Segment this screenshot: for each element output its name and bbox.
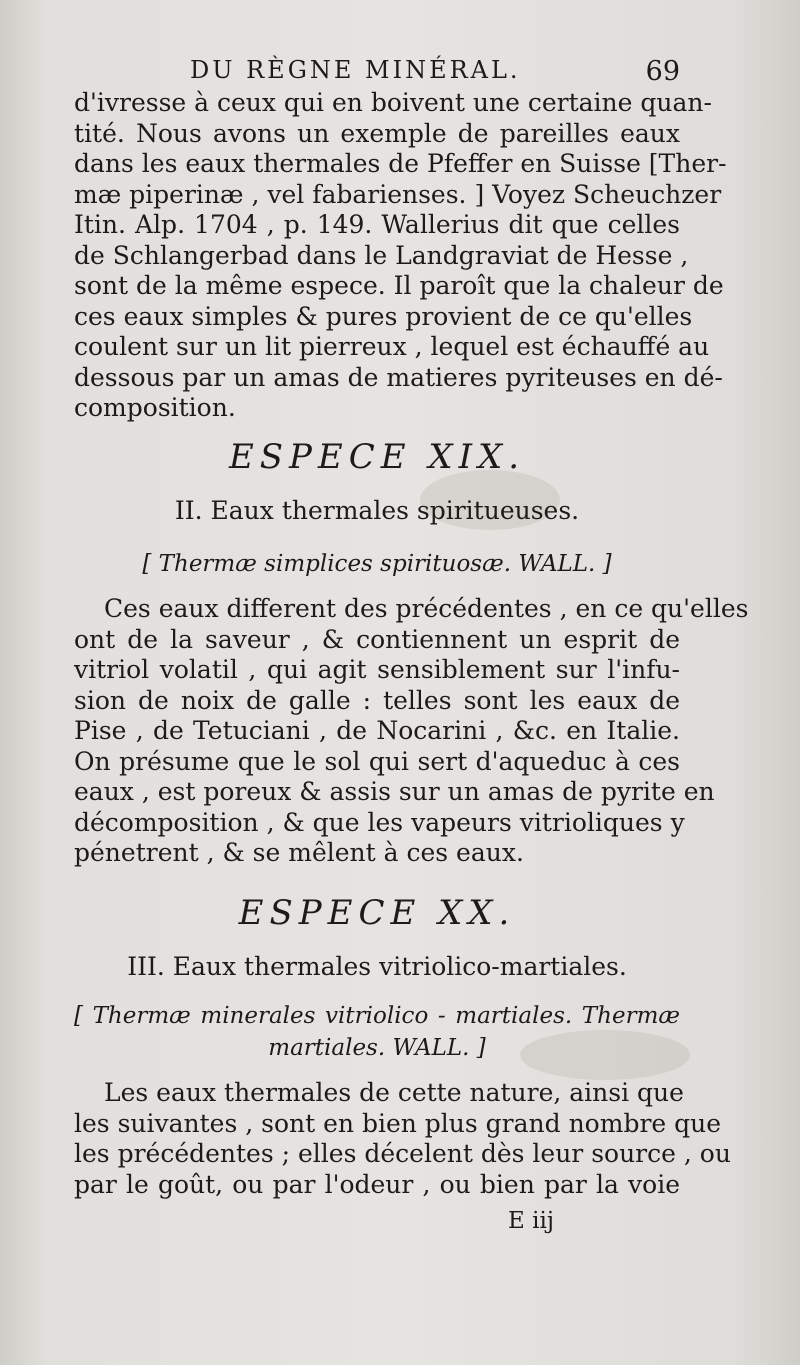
- text-line: mæ piperinæ , vel fabarienses. ] Voyez Scheuchzer: [74, 179, 722, 209]
- signature-mark: E iij: [508, 1208, 554, 1234]
- text-line: ont de la saveur , & contiennent un esprit de: [74, 624, 680, 654]
- text-line: Itin. Alp. 1704 , p. 149. Wallerius dit que celles: [74, 210, 680, 239]
- species-20-latin: [74, 1000, 680, 1064]
- text-line: composition.: [74, 393, 236, 422]
- text-line: Les eaux thermales de cette nature, ainsi que: [104, 1078, 684, 1107]
- text-line: de Schlangerbad dans le Landgraviat de Hesse ,: [74, 240, 689, 270]
- latin-name: [ Thermæ simplices spirituosæ. WALL. ]: [142, 551, 612, 577]
- page-number: 69: [645, 56, 680, 87]
- text-line: On présume que le sol qui sert d'aqueduc à ces: [74, 746, 680, 776]
- text-line: dessous par un amas de matieres pyriteuses en dé-: [74, 362, 723, 392]
- text-line: tité. Nous avons un exemple de pareilles eaux: [74, 118, 680, 148]
- latin-name-line-2: martiales. WALL. ]: [268, 1035, 486, 1061]
- text-line: coulent sur un lit pierreux , lequel est échauffé au: [74, 332, 710, 361]
- text-line: Pise , de Tetuciani , de Nocarini , &c. en Italie.: [74, 716, 680, 745]
- species-20-subtitle: III. Eaux thermales vitriolico-martiales.: [127, 952, 627, 981]
- text-line: décomposition , & que les vapeurs vitrioliques y: [74, 807, 685, 837]
- text-line: sont de la même espece. Il paroît que la chaleur de: [74, 271, 724, 300]
- species-19-subtitle: II. Eaux thermales spiritueuses.: [174, 496, 580, 525]
- text-line: les précédentes ; elles décelent dès leur source , ou: [74, 1139, 731, 1168]
- text-line: dans les eaux thermales de Pfeffer en Suisse [Ther-: [74, 149, 727, 178]
- text-line: Ces eaux different des précédentes , en ce qu'elles: [104, 594, 749, 623]
- text-line: vitriol volatil , qui agit sensiblement sur l'infu-: [74, 655, 680, 684]
- text-line: sion de noix de galle : telles sont les eaux de: [74, 685, 680, 715]
- text-line: d'ivresse à ceux qui en boivent une certaine quan-: [74, 88, 712, 117]
- species-19-paragraph: [74, 594, 749, 869]
- latin-name-line-1: [ Thermæ minerales vitriolico - martiales. Thermæ: [74, 1003, 680, 1029]
- text-line: ces eaux simples & pures provient de ce qu'elles: [74, 301, 693, 331]
- text-line: eaux , est poreux & assis sur un amas de pyrite en: [74, 777, 715, 806]
- paragraph-1: [74, 88, 727, 424]
- text-line: les suivantes , sont en bien plus grand nombre que: [74, 1108, 722, 1138]
- species-20-paragraph: [74, 1078, 731, 1200]
- page-header: [190, 56, 680, 92]
- text-line: par le goût, ou par l'odeur , ou bien par la voie: [74, 1169, 680, 1199]
- species-20-heading: ESPECE XX.: [238, 893, 516, 933]
- species-19-latin: [74, 548, 680, 580]
- species-19-heading: ESPECE XIX.: [228, 437, 526, 477]
- text-line: pénetrent , & se mêlent à ces eaux.: [74, 838, 524, 867]
- running-title: DU RÈGNE MINÉRAL.: [190, 56, 521, 84]
